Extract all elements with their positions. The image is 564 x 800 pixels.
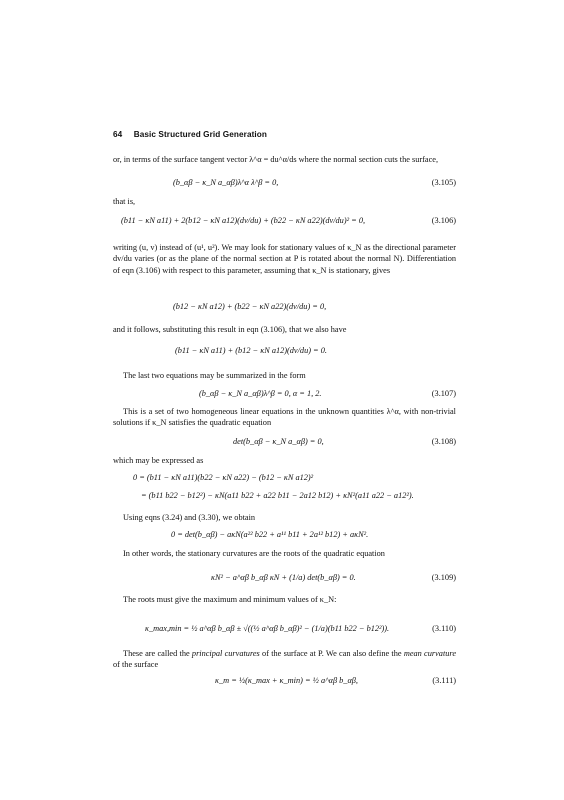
- text-p7: which may be expressed as: [113, 456, 204, 465]
- text-p6: This is a set of two homogeneous linear equations in the unknown quantities λ^α, with non-trivial solutions if κ_N satisfies the quadratic equation: [113, 407, 456, 428]
- equation-expr: (b11 − κN a11) + 2(b12 − κN a12)(dv/du) + (b22 − κN a22)(dv/du)² = 0,: [121, 216, 366, 225]
- equation-expr: κ_max,min = ½ a^αβ b_αβ ± √((½ a^αβ b_αβ)² − (1/a)(b11 b22 − b12²)).: [145, 624, 390, 633]
- paragraph-intro: [113, 154, 456, 165]
- equation-number: (3.109): [431, 573, 456, 582]
- paragraph-principal: [113, 648, 456, 671]
- equation-expr: κN² − a^αβ b_αβ κN + (1/a) det(b_αβ) = 0.: [211, 573, 356, 582]
- paragraph-other-words: [113, 548, 456, 559]
- equation-expr: (b_αβ − κ_N a_αβ)λ^β = 0, α = 1, 2.: [199, 389, 322, 398]
- equation-expr: (b12 − κN a12) + (b22 − κN a22)(dv/du) = 0,: [173, 302, 327, 311]
- text-p8: Using eqns (3.24) and (3.30), we obtain: [123, 513, 256, 522]
- equation-3-108: [113, 437, 456, 455]
- equation-number: (3.110): [432, 624, 456, 633]
- text-p10: The roots must give the maximum and minimum values of κ_N:: [123, 595, 337, 604]
- paragraph-stationary: [113, 242, 456, 276]
- equation-number: (3.105): [431, 178, 456, 187]
- defined-term: principal curvatures: [191, 649, 260, 658]
- text-p2: that is,: [113, 197, 136, 206]
- text-p1: or, in terms of the surface tangent vector λ^α = du^α/ds where the normal section cuts the surface,: [113, 155, 439, 164]
- equation-3-105: [113, 178, 456, 196]
- text-p4: and it follows, substituting this result in eqn (3.106), that we also have: [113, 325, 347, 334]
- text-p3: writing (u, v) instead of (u¹, u²). We may look for stationary values of κ_N as the directional parameter dv/du varies (or as the plane of the normal section at P is rotated about the normal N). Differentiation of eqn (3.106) with respect to this parameter, assuming that κ_N is stationary, gives: [113, 243, 456, 275]
- equation-differentiated: [113, 298, 456, 322]
- running-title: Basic Structured Grid Generation: [133, 130, 268, 139]
- running-header: [113, 130, 267, 139]
- equation-expansion-line2: [113, 491, 456, 509]
- defined-term: mean curvature: [403, 649, 457, 658]
- equation-3-110: [113, 618, 456, 644]
- equation-expr: (b11 − κN a11) + (b12 − κN a12)(dv/du) = 0.: [175, 346, 327, 355]
- paragraph-using-eqns: [113, 512, 456, 523]
- equation-expr: 0 = det(b_αβ) − aκN(a²² b22 + a¹¹ b11 + 2a¹² b12) + aκN².: [171, 530, 369, 539]
- paragraph-homogeneous: [113, 406, 456, 429]
- paragraph-expressed: [113, 455, 456, 466]
- equation-number: (3.106): [431, 216, 456, 225]
- equation-expr: (b_αβ − κ_N a_αβ)λ^α λ^β = 0,: [173, 178, 279, 187]
- equation-expansion-line1: [113, 473, 456, 491]
- text-p9: In other words, the stationary curvatures are the roots of the quadratic equation: [123, 549, 385, 558]
- equation-expr: det(b_αβ − κ_N a_αβ) = 0,: [233, 437, 324, 446]
- equation-expr: κ_m = ½(κ_max + κ_min) = ½ a^αβ b_αβ,: [215, 676, 359, 685]
- equation-expr: = (b11 b22 − b12²) − κN(a11 b22 + a22 b11 − 2a12 b12) + κN²(a11 a22 − a12²).: [141, 491, 414, 500]
- equation-number: (3.107): [431, 389, 456, 398]
- equation-3-109: [113, 570, 456, 592]
- equation-determinant: [113, 530, 456, 548]
- paragraph-substituting: [113, 324, 456, 335]
- equation-number: (3.108): [431, 437, 456, 446]
- equation-3-106: [113, 213, 456, 237]
- equation-3-107: [113, 389, 456, 407]
- paragraph-roots: [113, 594, 456, 605]
- text-p11: These are called the principal curvatures of the surface at P. We can also define the mean curvature of the surface: [113, 649, 457, 670]
- page-number: 64: [113, 130, 123, 139]
- paragraph-that-is: [113, 196, 456, 207]
- paragraph-summarized: [113, 370, 456, 381]
- equation-also-have: [113, 342, 456, 366]
- equation-3-111: [113, 676, 456, 694]
- equation-expr: 0 = (b11 − κN a11)(b22 − κN a22) − (b12 − κN a12)²: [133, 473, 314, 482]
- equation-number: (3.111): [432, 676, 456, 685]
- text-p5: The last two equations may be summarized in the form: [123, 371, 306, 380]
